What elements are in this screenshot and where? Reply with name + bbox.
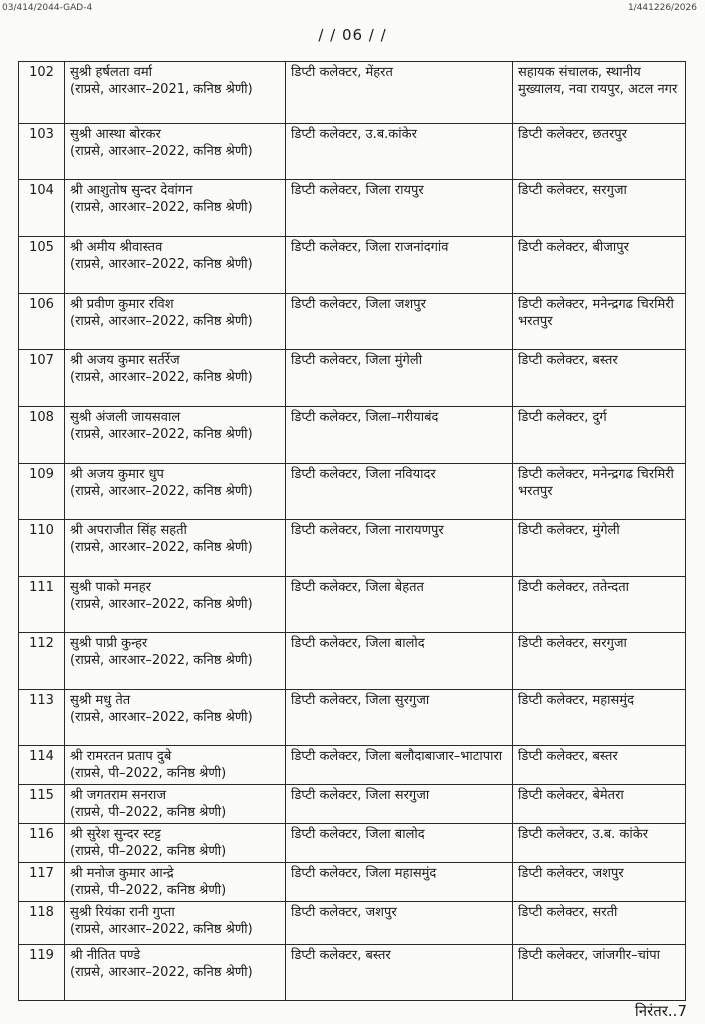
current-posting: डिप्टी कलेक्टर, उ.ब.कांकेर xyxy=(286,124,513,180)
officer-name: श्री अजय कुमार सर्तर्रेज xyxy=(70,353,180,368)
new-posting: डिप्टी कलेक्टर, सरगुजा xyxy=(513,633,686,690)
service-details: (राप्रसे, पी–2022, कनिष्ठ श्रेणी) xyxy=(70,844,227,859)
new-posting: डिप्टी कलेक्टर, सरगुजा xyxy=(513,180,686,237)
service-details: (राप्रसे, आरआर–2022, कनिष्ठ श्रेणी) xyxy=(70,965,253,980)
page-number: / / 06 / / xyxy=(318,26,387,44)
current-posting: डिप्टी कलेक्टर, जिला मुंगेली xyxy=(286,350,513,407)
officer-name: सुश्री रियंका रानी गुप्ता xyxy=(70,905,175,920)
officer-name: सुश्री मधु तेत xyxy=(70,693,131,708)
officer-name: श्री अपराजीत सिंह सहती xyxy=(70,523,187,538)
current-posting: डिप्टी कलेक्टर, जिला सरगुजा xyxy=(286,785,513,824)
officer-name: श्री मनोज कुमार आन्द्रे xyxy=(70,866,174,881)
table-row xyxy=(19,785,686,824)
current-posting: डिप्टी कलेक्टर, जिला–गरीयाबंद xyxy=(286,407,513,464)
serial-number: 111 xyxy=(19,577,65,633)
current-posting: डिप्टी कलेक्टर, जिला बलौदाबाजार–भाटापारा xyxy=(286,746,513,785)
current-posting: डिप्टी कलेक्टर, जिला राजनांदगांव xyxy=(286,237,513,294)
officer-cell xyxy=(65,824,286,863)
current-posting: डिप्टी कलेक्टर, जिला बेहतत xyxy=(286,577,513,633)
new-posting: सहायक संचालक, स्थानीय मुख्यालय, नवा रायपुर, अटल नगर xyxy=(513,62,686,124)
officer-cell xyxy=(65,124,286,180)
table-row xyxy=(19,863,686,902)
continued-note: निरंतर..7 xyxy=(634,1002,687,1020)
table-row xyxy=(19,294,686,350)
service-details: (राप्रसे, आरआर–2022, कनिष्ठ श्रेणी) xyxy=(70,200,253,215)
serial-number: 115 xyxy=(19,785,65,824)
officer-name: श्री प्रवीण कुमार रविश xyxy=(70,297,174,312)
officer-cell xyxy=(65,464,286,520)
officer-name: श्री जगतराम सनराज xyxy=(70,788,167,803)
service-details: (राप्रसे, आरआर–2022, कनिष्ठ श्रेणी) xyxy=(70,710,253,725)
service-details: (राप्रसे, आरआर–2022, कनिष्ठ श्रेणी) xyxy=(70,257,253,272)
officer-cell xyxy=(65,407,286,464)
officer-cell xyxy=(65,294,286,350)
officer-name: सुश्री पाको मनहर xyxy=(70,580,151,595)
table-row xyxy=(19,407,686,464)
new-posting: डिप्टी कलेक्टर, बस्तर xyxy=(513,746,686,785)
serial-number: 102 xyxy=(19,62,65,124)
officer-cell xyxy=(65,577,286,633)
officer-name: श्री अजय कुमार धुप xyxy=(70,467,164,482)
serial-number: 114 xyxy=(19,746,65,785)
officer-name: श्री नीतित पण्डे xyxy=(70,948,141,963)
new-posting: डिप्टी कलेक्टर, महासमुंद xyxy=(513,690,686,746)
serial-number: 108 xyxy=(19,407,65,464)
serial-number: 112 xyxy=(19,633,65,690)
table-row xyxy=(19,520,686,577)
officer-cell xyxy=(65,237,286,294)
table-row xyxy=(19,633,686,690)
officer-name: सुश्री पाप्री कुन्हर xyxy=(70,636,148,651)
officer-cell xyxy=(65,746,286,785)
new-posting: डिप्टी कलेक्टर, बेमेतरा xyxy=(513,785,686,824)
service-details: (राप्रसे, आरआर–2022, कनिष्ठ श्रेणी) xyxy=(70,540,253,555)
serial-number: 104 xyxy=(19,180,65,237)
officer-name: श्री आशुतोष सुन्दर देवांगन xyxy=(70,183,193,198)
serial-number: 118 xyxy=(19,902,65,945)
current-posting: डिप्टी कलेक्टर, जिला बालोद xyxy=(286,633,513,690)
officer-name: श्री रामरतन प्रताप दुबे xyxy=(70,749,172,764)
service-details: (राप्रसे, आरआर–2022, कनिष्ठ श्रेणी) xyxy=(70,314,253,329)
serial-number: 106 xyxy=(19,294,65,350)
table-row xyxy=(19,746,686,785)
current-posting: डिप्टी कलेक्टर, मेंहरत xyxy=(286,62,513,124)
officer-cell xyxy=(65,180,286,237)
serial-number: 113 xyxy=(19,690,65,746)
serial-number: 117 xyxy=(19,863,65,902)
new-posting: डिप्टी कलेक्टर, जशपुर xyxy=(513,863,686,902)
service-details: (राप्रसे, आरआर–2022, कनिष्ठ श्रेणी) xyxy=(70,370,253,385)
table-row xyxy=(19,824,686,863)
service-details: (राप्रसे, आरआर–2021, कनिष्ठ श्रेणी) xyxy=(70,82,253,97)
officer-cell xyxy=(65,690,286,746)
table-row xyxy=(19,124,686,180)
officer-name: सुश्री अंजली जायसवाल xyxy=(70,410,181,425)
service-details: (राप्रसे, आरआर–2022, कनिष्ठ श्रेणी) xyxy=(70,922,253,937)
serial-number: 103 xyxy=(19,124,65,180)
current-posting: डिप्टी कलेक्टर, जिला नारायणपुर xyxy=(286,520,513,577)
officer-cell xyxy=(65,520,286,577)
current-posting: डिप्टी कलेक्टर, जिला महासमुंद xyxy=(286,863,513,902)
officer-name: श्री अमीय श्रीवास्तव xyxy=(70,240,163,255)
officer-cell xyxy=(65,902,286,945)
officer-name: सुश्री आस्था बोरकर xyxy=(70,127,161,142)
table-row xyxy=(19,690,686,746)
service-details: (राप्रसे, पी–2022, कनिष्ठ श्रेणी) xyxy=(70,805,227,820)
serial-number: 119 xyxy=(19,945,65,1001)
table-row xyxy=(19,350,686,407)
service-details: (राप्रसे, आरआर–2022, कनिष्ठ श्रेणी) xyxy=(70,144,253,159)
officer-cell xyxy=(65,350,286,407)
officer-cell xyxy=(65,945,286,1001)
officer-cell xyxy=(65,633,286,690)
current-posting: डिप्टी कलेक्टर, जिला सुरगुजा xyxy=(286,690,513,746)
officer-name: श्री सुरेश सुन्दर स्टट्ट xyxy=(70,827,161,842)
serial-number: 107 xyxy=(19,350,65,407)
serial-number: 116 xyxy=(19,824,65,863)
new-posting: डिप्टी कलेक्टर, मनेन्द्रगढ चिरमिरी भरतपुर xyxy=(513,294,686,350)
new-posting: डिप्टी कलेक्टर, दुर्ग xyxy=(513,407,686,464)
current-posting: डिप्टी कलेक्टर, जिला बालोद xyxy=(286,824,513,863)
table-row xyxy=(19,464,686,520)
document-reference-right: 1/441226/2026 xyxy=(627,3,697,13)
new-posting: डिप्टी कलेक्टर, सरती xyxy=(513,902,686,945)
officer-cell xyxy=(65,785,286,824)
current-posting: डिप्टी कलेक्टर, जिला जशपुर xyxy=(286,294,513,350)
new-posting: डिप्टी कलेक्टर, बीजापुर xyxy=(513,237,686,294)
document-reference-left: 03/414/2044-GAD-4 xyxy=(2,3,93,13)
table-row xyxy=(19,902,686,945)
current-posting: डिप्टी कलेक्टर, जिला नवियादर xyxy=(286,464,513,520)
service-details: (राप्रसे, आरआर–2022, कनिष्ठ श्रेणी) xyxy=(70,484,253,499)
table-row xyxy=(19,237,686,294)
officer-cell xyxy=(65,62,286,124)
service-details: (राप्रसे, आरआर–2022, कनिष्ठ श्रेणी) xyxy=(70,427,253,442)
new-posting: डिप्टी कलेक्टर, ततेन्दता xyxy=(513,577,686,633)
serial-number: 110 xyxy=(19,520,65,577)
new-posting: डिप्टी कलेक्टर, जांजगीर–चांपा xyxy=(513,945,686,1001)
serial-number: 109 xyxy=(19,464,65,520)
table-row xyxy=(19,945,686,1001)
service-details: (राप्रसे, पी–2022, कनिष्ठ श्रेणी) xyxy=(70,883,227,898)
table-row xyxy=(19,62,686,124)
transfer-table-body xyxy=(19,62,686,1001)
new-posting: डिप्टी कलेक्टर, मनेन्द्रगढ चिरमिरी भरतपुर xyxy=(513,464,686,520)
transfer-table xyxy=(18,61,686,1001)
new-posting: डिप्टी कलेक्टर, मुंगेली xyxy=(513,520,686,577)
service-details: (राप्रसे, आरआर–2022, कनिष्ठ श्रेणी) xyxy=(70,597,253,612)
new-posting: डिप्टी कलेक्टर, छतरपुर xyxy=(513,124,686,180)
table-row xyxy=(19,577,686,633)
serial-number: 105 xyxy=(19,237,65,294)
new-posting: डिप्टी कलेक्टर, बस्तर xyxy=(513,350,686,407)
current-posting: डिप्टी कलेक्टर, बस्तर xyxy=(286,945,513,1001)
current-posting: डिप्टी कलेक्टर, जशपुर xyxy=(286,902,513,945)
service-details: (राप्रसे, आरआर–2022, कनिष्ठ श्रेणी) xyxy=(70,653,253,668)
table-row xyxy=(19,180,686,237)
new-posting: डिप्टी कलेक्टर, उ.ब. कांकेर xyxy=(513,824,686,863)
officer-cell xyxy=(65,863,286,902)
officer-name: सुश्री हर्षलता वर्मा xyxy=(70,65,153,80)
service-details: (राप्रसे, पी–2022, कनिष्ठ श्रेणी) xyxy=(70,766,227,781)
current-posting: डिप्टी कलेक्टर, जिला रायपुर xyxy=(286,180,513,237)
